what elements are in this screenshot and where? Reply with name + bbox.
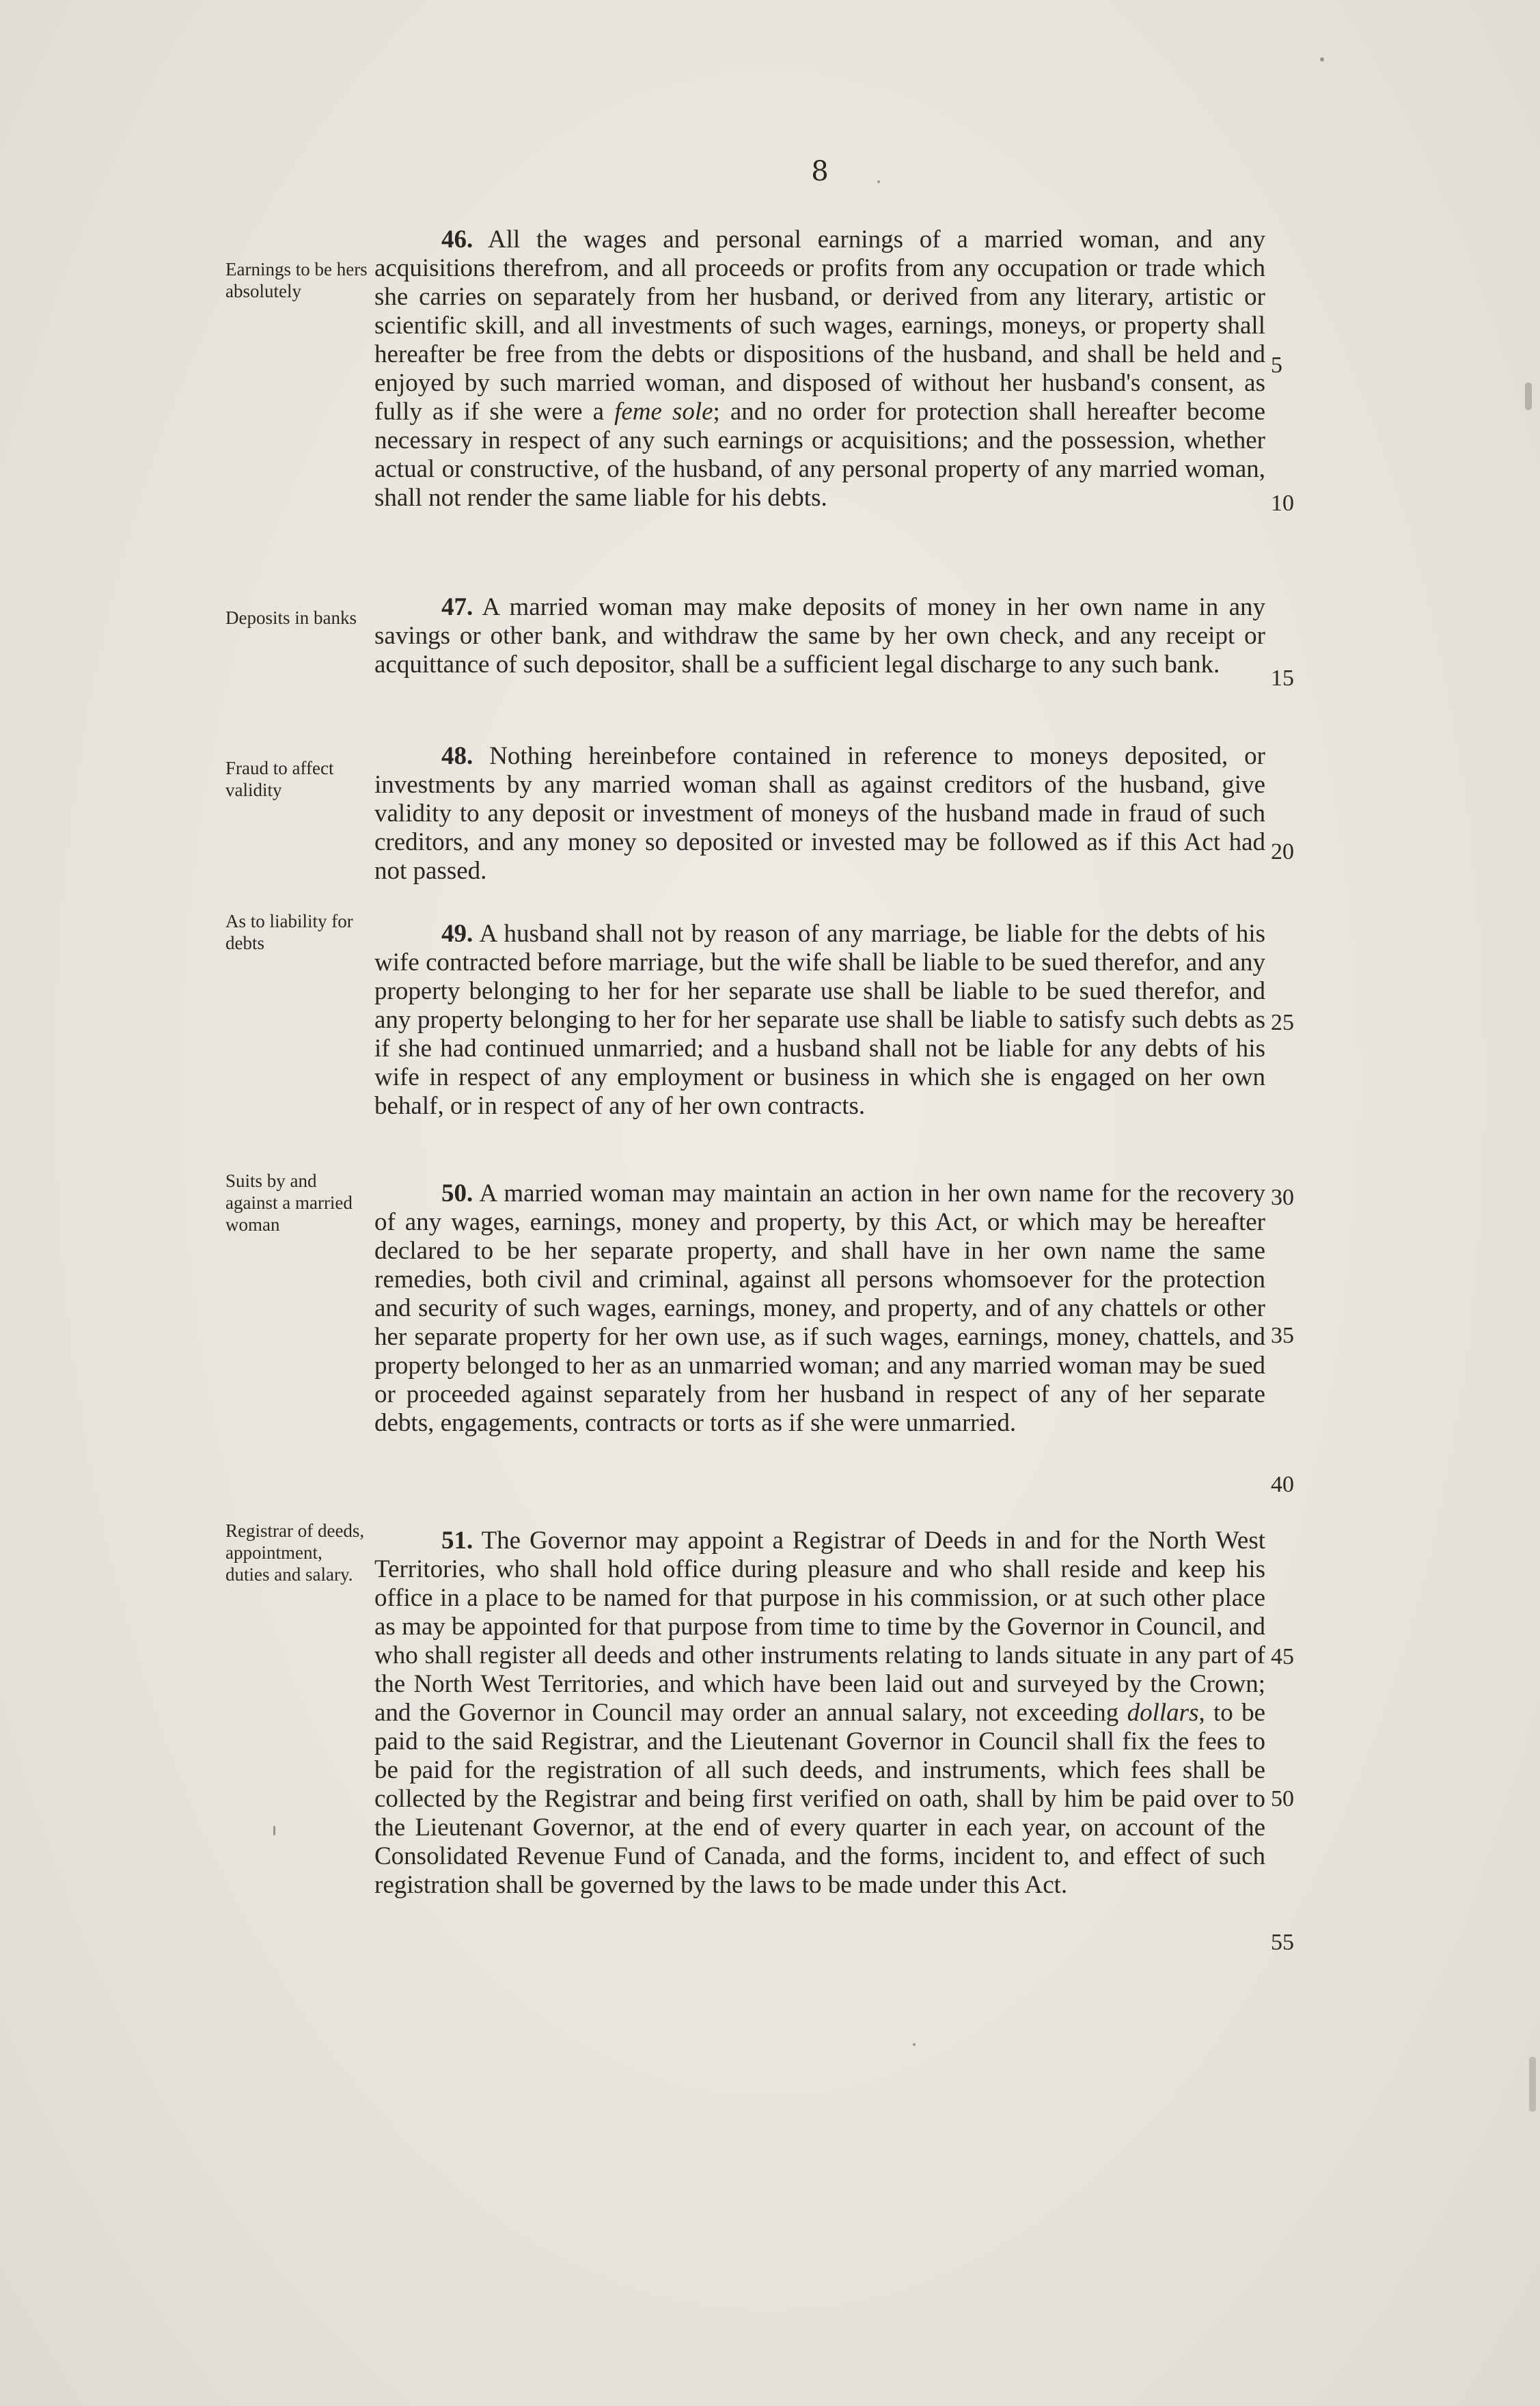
section-text-continued: , to be paid to the said Registrar, and the Lieutenant Governor in Council shall fix the fees to be paid for the registration of all such deeds, and instruments, which fees shall be collected by the Registrar and being first verified on oath, shall by him be paid over to the Lieutenant Governor, at the end of every quarter in each year, on account of the Consolidated Revenue Fund of Canada, and the forms, incident to, and effect of such registration shall be governed by the laws to be made under this Act. — [374, 1699, 1266, 1899]
line-number: 35 — [1271, 1323, 1294, 1348]
section-number: 50. — [441, 1179, 473, 1207]
section-text-continued: ; and no order for protection shall hereafter become necessary in respect of any such earnings or acquisitions; and the possession, whether actual or constructive, of the husband, of any personal property of any married woman, shall not render the same liable for his debts. — [374, 398, 1265, 512]
section-body — [374, 742, 1265, 886]
line-number: 40 — [1271, 1472, 1294, 1497]
paper-speck — [273, 1826, 275, 1835]
margin-note: Earnings to be hers absolutely — [225, 259, 368, 301]
section-number: 49. — [441, 920, 473, 948]
line-number: 30 — [1271, 1185, 1294, 1210]
line-number: 5 — [1271, 353, 1282, 378]
paper-speck — [877, 180, 880, 183]
section-body — [374, 225, 1265, 512]
section-body — [374, 1179, 1265, 1438]
line-number: 55 — [1271, 1930, 1294, 1955]
section-body — [374, 1527, 1265, 1900]
margin-note: Deposits in banks — [225, 607, 357, 628]
line-number: 10 — [1271, 491, 1294, 516]
section-number: 46. — [441, 225, 473, 254]
paper-speck — [1525, 383, 1532, 410]
section-number: 51. — [441, 1527, 473, 1555]
section-body — [374, 920, 1265, 1121]
line-number: 20 — [1271, 839, 1294, 864]
margin-note: As to liability for debts — [225, 911, 353, 953]
paper-speck — [1529, 2057, 1536, 2111]
margin-note: Registrar of deeds, appointment, duties and salary. — [225, 1520, 365, 1585]
section-text: A married woman may maintain an action in her own name for the recovery of any wages, earnings, money and property, by this Act, or which may be hereafter declared to be her separate property, and shall have in her own name the same remedies, both civil and criminal, against all persons whomsoever for the protection and security of such wages, earnings, money, and property, and of any chattels or other her separate property for her own use, as if such wages, earnings, money, chattels, and property belonged to her as an unmarried woman; and any married woman may be sued or proceeded against separately from her husband in respect of any of her separate debts, engagements, contracts or torts as if she were unmarried. — [374, 1179, 1265, 1437]
section-text: Nothing hereinbefore contained in reference to moneys deposited, or investments by any married woman shall as against creditors of the husband, give validity to any deposit or investment of moneys of the husband made in fraud of such creditors, and any money so deposited or invested may be followed as if this Act had not passed. — [374, 742, 1265, 885]
margin-note: Fraud to affect validity — [225, 758, 334, 800]
line-number: 50 — [1271, 1786, 1294, 1812]
line-number: 45 — [1271, 1644, 1294, 1669]
section-italic-text: dollars — [1127, 1699, 1199, 1727]
paper-speck — [913, 2043, 916, 2046]
section-number: 47. — [441, 593, 473, 621]
section-text: A married woman may make deposits of money in her own name in any savings or other bank, and withdraw the same by her own check, and any receipt or acquittance of such depositor, shall be a sufficient legal discharge to any such bank. — [374, 593, 1265, 679]
section-text: A husband shall not by reason of any marriage, be liable for the debts of his wife contracted before marriage, but the wife shall be liable to be sued therefor, and any property belonging to her for her separate use shall be liable to be sued therefor, and any property belonging to her for her separate use shall be liable to satisfy such debts as if she had continued unmarried; and a husband shall not be liable for any debts of his wife in respect of any employment or business in which she is engaged on her own behalf, or in respect of any of her own contracts. — [374, 920, 1265, 1120]
line-number: 15 — [1271, 666, 1294, 691]
section-number: 48. — [441, 742, 473, 770]
paper-speck — [1320, 57, 1324, 61]
line-number: 25 — [1271, 1010, 1294, 1035]
section-italic-text: feme sole — [614, 398, 713, 426]
section-text: All the wages and personal earnings of a married woman, and any acquisitions therefrom, and all proceeds or profits from any occupation or trade which she carries on separately from her husband, or derived from any literary, artistic or scientific skill, and all investments of such wages, earnings, moneys, or property shall hereafter be free from the debts or dispositions of the husband, and shall be held and enjoyed by such married woman, and disposed of without her husband's consent, as fully as if she were a — [374, 225, 1265, 426]
margin-note: Suits by and against a married woman — [225, 1171, 353, 1235]
section-body — [374, 593, 1265, 679]
page-number: 8 — [811, 156, 829, 187]
section-text: The Governor may appoint a Registrar of Deeds in and for the North West Territories, who shall hold office during pleasure and who shall reside and keep his office in a place to be named for that purpose in his commission, or at such other place as may be appointed for that purpose from time to time by the Governor in Council, and who shall register all deeds and other instruments relating to lands situate in any part of the North West Territories, and which have been laid out and surveyed by the Crown; and the Governor in Council may order an annual salary, not exceeding — [374, 1527, 1265, 1727]
